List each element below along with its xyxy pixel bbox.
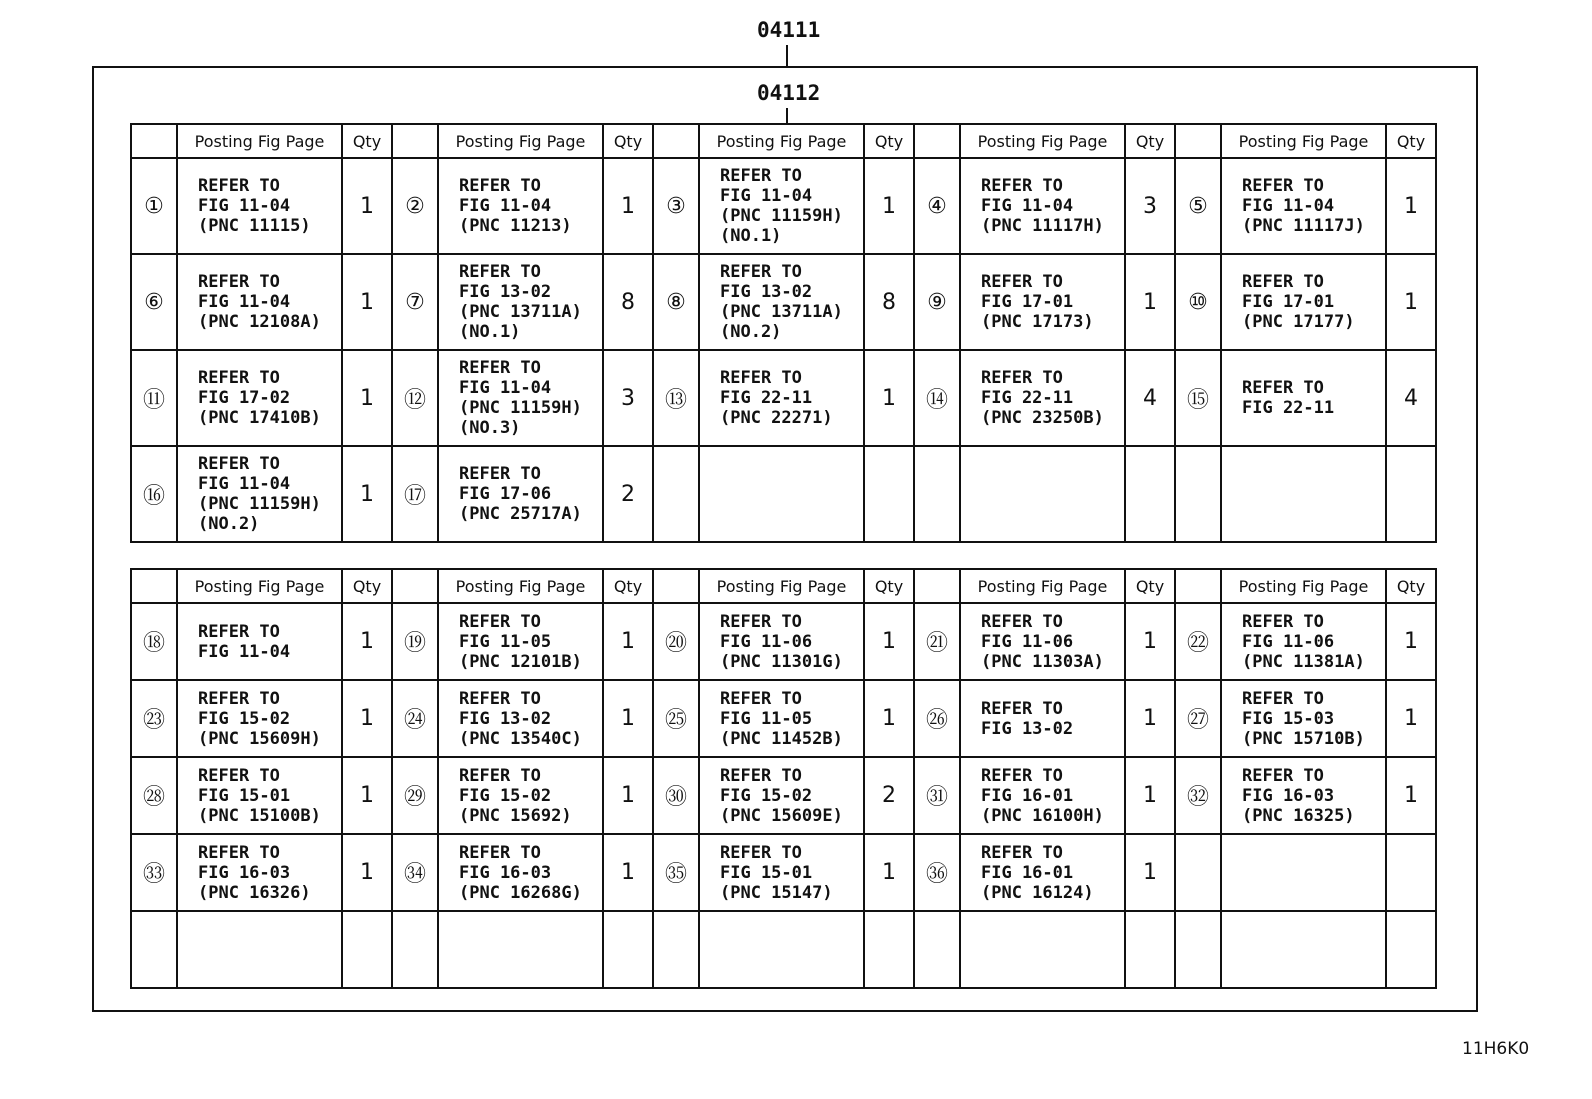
item-qty: 4 [1125,350,1175,446]
table-row [131,446,1436,542]
header-qty: Qty [342,124,392,158]
posting-fig-reference: REFER TO FIG 15-02 (PNC 15692) [438,757,603,834]
item-qty: 1 [864,834,914,911]
item-qty: 1 [1125,757,1175,834]
header-posting-fig-page: Posting Fig Page [699,569,864,603]
item-qty: 1 [603,680,653,757]
item-qty: 4 [1386,350,1436,446]
posting-fig-reference [1221,911,1386,988]
item-qty: 1 [1386,757,1436,834]
posting-fig-reference: REFER TO FIG 15-01 (PNC 15147) [699,834,864,911]
item-qty: 1 [864,680,914,757]
item-number: ⑮ [1175,350,1221,446]
item-qty [1386,834,1436,911]
item-qty [603,911,653,988]
item-number: ㉓ [131,680,177,757]
item-number: ② [392,158,438,254]
header-blank [653,569,699,603]
item-number: ⑳ [653,603,699,680]
item-number: ㉟ [653,834,699,911]
item-qty: 1 [342,680,392,757]
item-number [1175,911,1221,988]
item-number: ㉕ [653,680,699,757]
item-qty: 1 [342,603,392,680]
item-number [1175,446,1221,542]
header-qty: Qty [1125,569,1175,603]
table-row [131,680,1436,757]
header-blank [131,569,177,603]
header-blank [392,124,438,158]
item-number: ④ [914,158,960,254]
posting-fig-reference: REFER TO FIG 15-02 (PNC 15609H) [177,680,342,757]
posting-fig-reference: REFER TO FIG 11-06 (PNC 11303A) [960,603,1125,680]
item-number: ⑪ [131,350,177,446]
item-qty: 1 [864,603,914,680]
posting-fig-reference: REFER TO FIG 17-01 (PNC 17177) [1221,254,1386,350]
table-row [131,757,1436,834]
item-qty: 8 [864,254,914,350]
item-qty [342,911,392,988]
item-number: ⑫ [392,350,438,446]
header-qty: Qty [342,569,392,603]
assembly-number-outer: 04111 [757,18,821,42]
item-qty: 1 [603,603,653,680]
posting-fig-reference: REFER TO FIG 11-04 (PNC 11117J) [1221,158,1386,254]
header-posting-fig-page: Posting Fig Page [438,124,603,158]
posting-fig-reference: REFER TO FIG 15-02 (PNC 15609E) [699,757,864,834]
posting-fig-reference [960,911,1125,988]
item-qty: 1 [603,158,653,254]
item-number [131,911,177,988]
posting-fig-reference: REFER TO FIG 13-02 (PNC 13711A) (NO.2) [699,254,864,350]
item-qty: 1 [342,757,392,834]
header-posting-fig-page: Posting Fig Page [177,124,342,158]
item-number [392,911,438,988]
item-number: ㉜ [1175,757,1221,834]
posting-fig-reference: REFER TO FIG 13-02 (PNC 13540C) [438,680,603,757]
item-qty: 1 [1125,834,1175,911]
posting-fig-reference: REFER TO FIG 11-06 (PNC 11301G) [699,603,864,680]
item-number: ⑭ [914,350,960,446]
posting-fig-reference: REFER TO FIG 16-03 (PNC 16326) [177,834,342,911]
header-posting-fig-page: Posting Fig Page [699,124,864,158]
item-qty: 3 [1125,158,1175,254]
item-number: ㉑ [914,603,960,680]
posting-fig-reference: REFER TO FIG 11-05 (PNC 11452B) [699,680,864,757]
item-qty: 1 [342,446,392,542]
header-qty: Qty [603,569,653,603]
leader-line-inner [786,108,788,124]
header-qty: Qty [1125,124,1175,158]
posting-fig-reference: REFER TO FIG 16-03 (PNC 16268G) [438,834,603,911]
posting-fig-reference: REFER TO FIG 11-05 (PNC 12101B) [438,603,603,680]
item-number: ㉞ [392,834,438,911]
item-qty: 1 [864,350,914,446]
posting-fig-reference: REFER TO FIG 22-11 (PNC 22271) [699,350,864,446]
item-number: ㉖ [914,680,960,757]
posting-fig-reference: REFER TO FIG 11-04 [177,603,342,680]
item-number: ⑦ [392,254,438,350]
posting-fig-reference: REFER TO FIG 11-04 (PNC 11159H) (NO.3) [438,350,603,446]
item-number: ⑩ [1175,254,1221,350]
item-qty: 1 [342,158,392,254]
posting-fig-reference: REFER TO FIG 15-01 (PNC 15100B) [177,757,342,834]
posting-fig-reference: REFER TO FIG 11-06 (PNC 11381A) [1221,603,1386,680]
header-posting-fig-page: Posting Fig Page [1221,124,1386,158]
posting-fig-reference: REFER TO FIG 13-02 [960,680,1125,757]
posting-fig-reference: REFER TO FIG 16-01 (PNC 16100H) [960,757,1125,834]
posting-fig-reference: REFER TO FIG 16-03 (PNC 16325) [1221,757,1386,834]
item-qty: 2 [603,446,653,542]
header-blank [1175,124,1221,158]
item-qty: 1 [342,254,392,350]
header-posting-fig-page: Posting Fig Page [960,569,1125,603]
table-header-row [131,569,1436,603]
header-qty: Qty [1386,569,1436,603]
leader-line-outer [786,45,788,67]
item-qty [1125,911,1175,988]
item-qty: 1 [1125,254,1175,350]
posting-fig-reference: REFER TO FIG 11-04 (PNC 11117H) [960,158,1125,254]
item-number: ① [131,158,177,254]
item-number [653,446,699,542]
item-number: ⑲ [392,603,438,680]
posting-fig-reference [438,911,603,988]
header-posting-fig-page: Posting Fig Page [438,569,603,603]
item-qty: 1 [1386,680,1436,757]
figure-code: 11H6K0 [1462,1039,1530,1059]
header-blank [131,124,177,158]
header-blank [914,124,960,158]
item-number: ⑬ [653,350,699,446]
item-qty: 1 [342,834,392,911]
table-row [131,911,1436,988]
item-number [1175,834,1221,911]
table-row [131,158,1436,254]
item-qty: 1 [1125,603,1175,680]
posting-fig-reference: REFER TO FIG 17-01 (PNC 17173) [960,254,1125,350]
item-number: ㉔ [392,680,438,757]
table-row [131,254,1436,350]
posting-fig-reference: REFER TO FIG 22-11 [1221,350,1386,446]
item-number: ⑱ [131,603,177,680]
item-number: ㉚ [653,757,699,834]
header-blank [914,569,960,603]
reference-table-2 [130,568,1437,989]
item-number [653,911,699,988]
posting-fig-reference: REFER TO FIG 15-03 (PNC 15710B) [1221,680,1386,757]
posting-fig-reference: REFER TO FIG 11-04 (PNC 11115) [177,158,342,254]
item-qty [1125,446,1175,542]
posting-fig-reference [1221,834,1386,911]
header-qty: Qty [864,569,914,603]
item-qty [1386,446,1436,542]
header-posting-fig-page: Posting Fig Page [960,124,1125,158]
posting-fig-reference [960,446,1125,542]
posting-fig-reference: REFER TO FIG 17-06 (PNC 25717A) [438,446,603,542]
item-number: ⑥ [131,254,177,350]
item-qty: 1 [1386,158,1436,254]
item-qty: 3 [603,350,653,446]
posting-fig-reference: REFER TO FIG 22-11 (PNC 23250B) [960,350,1125,446]
item-qty [864,446,914,542]
item-qty: 1 [864,158,914,254]
item-number: ⑯ [131,446,177,542]
table-row [131,834,1436,911]
posting-fig-reference: REFER TO FIG 11-04 (PNC 11213) [438,158,603,254]
table-header-row [131,124,1436,158]
header-qty: Qty [864,124,914,158]
item-number: ㉝ [131,834,177,911]
posting-fig-reference [1221,446,1386,542]
posting-fig-reference: REFER TO FIG 11-04 (PNC 11159H) (NO.2) [177,446,342,542]
header-qty: Qty [1386,124,1436,158]
item-qty: 1 [603,834,653,911]
posting-fig-reference [177,911,342,988]
item-qty [864,911,914,988]
item-number [914,911,960,988]
posting-fig-reference [699,911,864,988]
header-qty: Qty [603,124,653,158]
item-qty: 1 [1125,680,1175,757]
item-qty [1386,911,1436,988]
posting-fig-reference: REFER TO FIG 11-04 (PNC 12108A) [177,254,342,350]
item-qty: 2 [864,757,914,834]
item-qty: 1 [342,350,392,446]
header-blank [653,124,699,158]
item-number: ㊱ [914,834,960,911]
posting-fig-reference: REFER TO FIG 17-02 (PNC 17410B) [177,350,342,446]
posting-fig-reference: REFER TO FIG 13-02 (PNC 13711A) (NO.1) [438,254,603,350]
item-number: ⑧ [653,254,699,350]
header-blank [1175,569,1221,603]
item-number: ㉛ [914,757,960,834]
table-row [131,603,1436,680]
item-number: ㉒ [1175,603,1221,680]
header-posting-fig-page: Posting Fig Page [1221,569,1386,603]
posting-fig-reference: REFER TO FIG 11-04 (PNC 11159H) (NO.1) [699,158,864,254]
assembly-number-inner: 04112 [757,81,821,105]
item-qty: 1 [603,757,653,834]
item-number: ⑤ [1175,158,1221,254]
item-number: ㉙ [392,757,438,834]
item-qty: 1 [1386,254,1436,350]
item-number: ㉗ [1175,680,1221,757]
item-number [914,446,960,542]
posting-fig-reference [699,446,864,542]
item-qty: 8 [603,254,653,350]
item-number: ⑨ [914,254,960,350]
table-row [131,350,1436,446]
item-number: ㉘ [131,757,177,834]
header-blank [392,569,438,603]
item-number: ③ [653,158,699,254]
item-number: ⑰ [392,446,438,542]
reference-table-1 [130,123,1437,543]
header-posting-fig-page: Posting Fig Page [177,569,342,603]
posting-fig-reference: REFER TO FIG 16-01 (PNC 16124) [960,834,1125,911]
item-qty: 1 [1386,603,1436,680]
